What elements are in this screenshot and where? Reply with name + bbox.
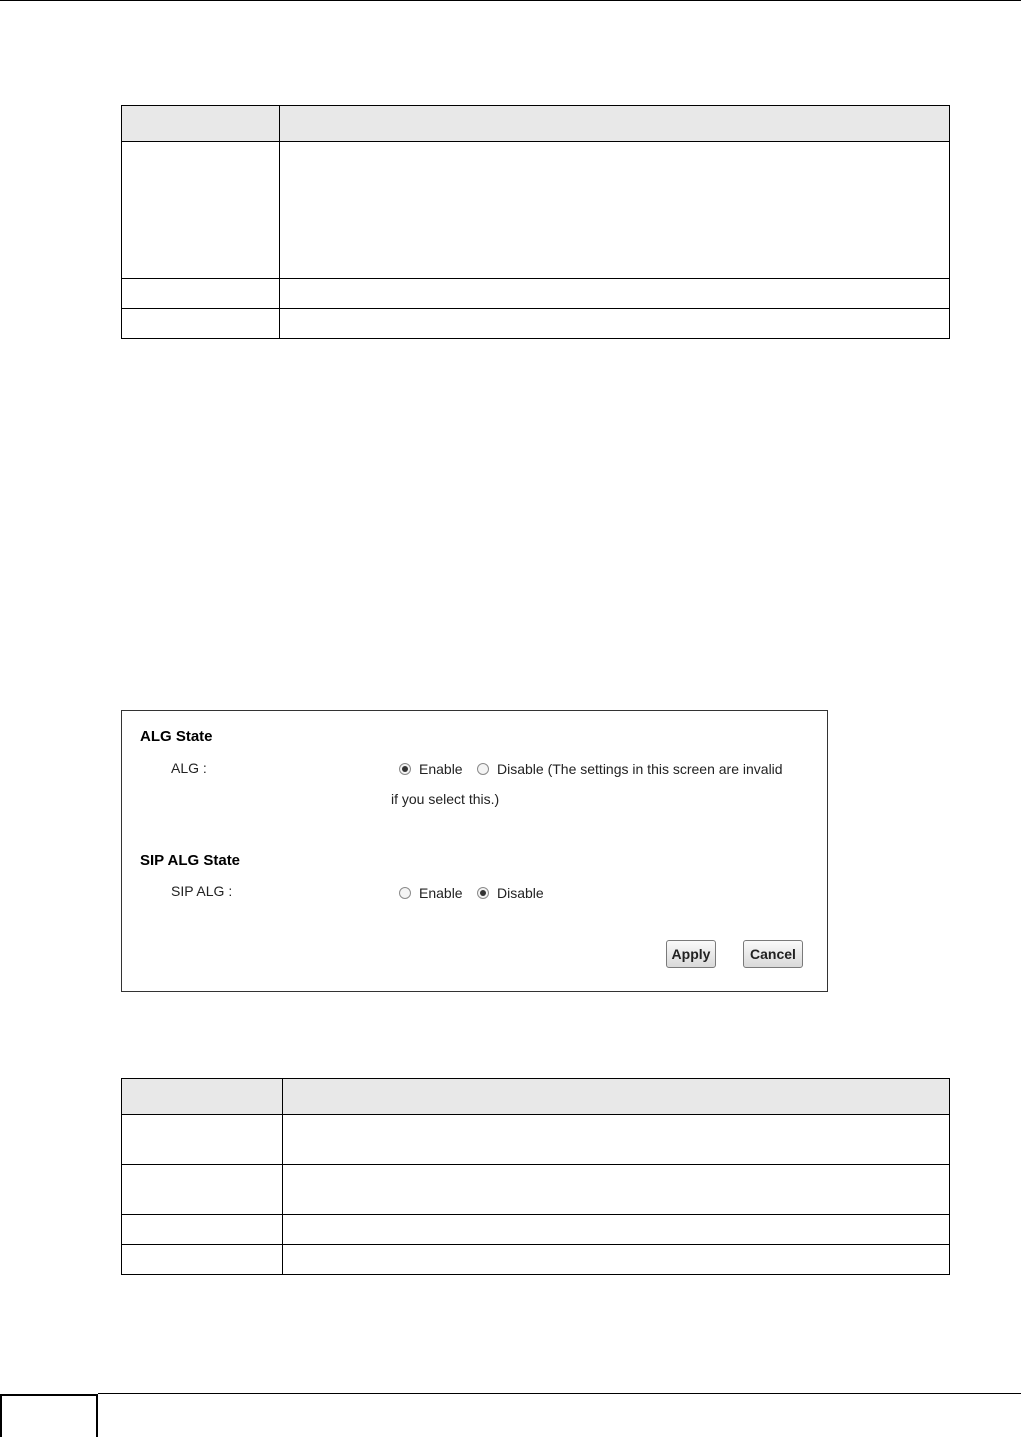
table-header-row bbox=[122, 1079, 950, 1115]
table-cell bbox=[283, 1115, 950, 1165]
alg-settings-panel bbox=[121, 710, 828, 992]
alg-disable-radio[interactable] bbox=[477, 763, 489, 775]
table-header-cell bbox=[283, 1079, 950, 1115]
table-cell bbox=[122, 1115, 283, 1165]
sip-alg-disable-radio[interactable] bbox=[477, 887, 489, 899]
table-cell bbox=[122, 1215, 283, 1245]
table-row bbox=[122, 309, 950, 339]
alg-disable-label[interactable]: Disable (The settings in this screen are invalid bbox=[497, 761, 783, 777]
table-header-cell bbox=[280, 106, 950, 142]
table-cell bbox=[122, 142, 280, 279]
apply-button[interactable]: Apply bbox=[666, 940, 716, 968]
alg-label: ALG : bbox=[171, 760, 207, 776]
alg-enable-radio[interactable] bbox=[399, 763, 411, 775]
table-header-cell bbox=[122, 1079, 283, 1115]
sip-alg-disable-label[interactable]: Disable bbox=[497, 885, 544, 901]
cancel-button[interactable]: Cancel bbox=[743, 940, 803, 968]
table-row bbox=[122, 142, 950, 279]
table-cell bbox=[280, 309, 950, 339]
table-header-cell bbox=[122, 106, 280, 142]
description-table-1 bbox=[121, 105, 950, 339]
table-cell bbox=[283, 1245, 950, 1275]
description-table-2 bbox=[121, 1078, 950, 1275]
page-number-box bbox=[0, 1394, 98, 1437]
alg-state-title: ALG State bbox=[140, 728, 213, 745]
sip-alg-enable-label[interactable]: Enable bbox=[419, 885, 463, 901]
sip-alg-state-title: SIP ALG State bbox=[140, 852, 241, 869]
page-header-rule bbox=[0, 0, 1021, 1]
table-row bbox=[122, 279, 950, 309]
table-row bbox=[122, 1115, 950, 1165]
table-cell bbox=[122, 279, 280, 309]
table-row bbox=[122, 1165, 950, 1215]
table-cell bbox=[122, 1245, 283, 1275]
table-cell bbox=[122, 309, 280, 339]
table-header-row bbox=[122, 106, 950, 142]
table-row bbox=[122, 1215, 950, 1245]
table-row bbox=[122, 1245, 950, 1275]
sip-alg-label: SIP ALG : bbox=[171, 883, 233, 899]
page-footer-rule bbox=[98, 1393, 1021, 1394]
table-cell bbox=[283, 1165, 950, 1215]
alg-disable-note: if you select this.) bbox=[391, 791, 500, 807]
alg-enable-label[interactable]: Enable bbox=[419, 761, 463, 777]
sip-alg-enable-radio[interactable] bbox=[399, 887, 411, 899]
table-cell bbox=[283, 1215, 950, 1245]
table-cell bbox=[280, 142, 950, 279]
table-cell bbox=[122, 1165, 283, 1215]
table-cell bbox=[280, 279, 950, 309]
